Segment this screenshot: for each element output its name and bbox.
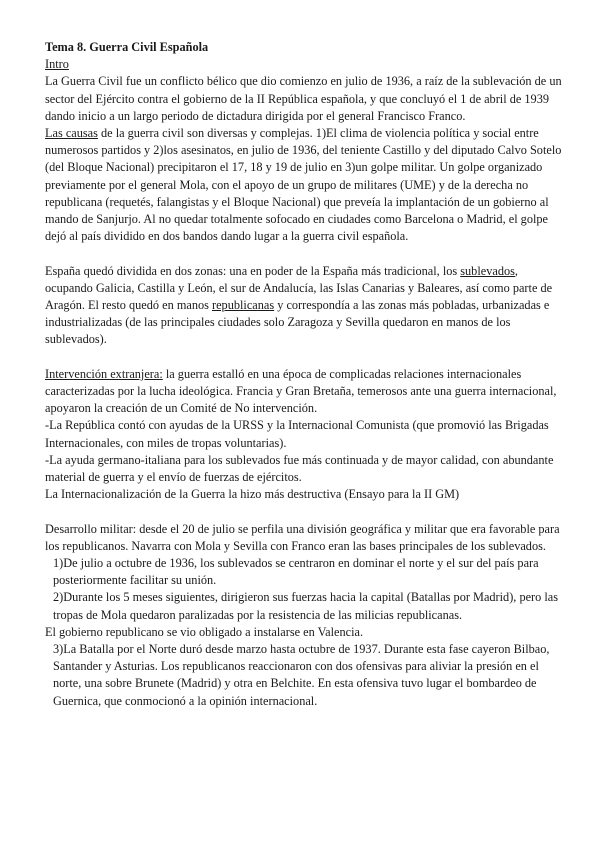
- document-page: [45, 39, 565, 710]
- zonas-text-3: y correspondía a las zonas más pobladas, urbanizadas e industrializadas (de las principales ciudades solo Zaragoza y Sevilla quedaron en manos de los sublevados).: [45, 298, 550, 347]
- zonas-sublevados: sublevados: [460, 263, 515, 278]
- zonas-text-1: España quedó dividida en dos zonas: una en poder de la España más tradicional, los: [45, 263, 461, 278]
- zonas-text-2: , ocupando Galicia, Castilla y León, el sur de Andalucía, las Islas Canarias y Baleares, así como parte de Aragón. El resto quedó en manos: [45, 263, 553, 313]
- intervencion-label: Intervención extranjera:: [45, 366, 163, 381]
- causas-text: de la guerra civil son diversas y complejas. 1)El clima de violencia política y social entre numerosos partidos y 2)los asesinatos, en julio de 1936, del teniente Castillo y del diputado Calvo Sotelo (del Bloque Nacional) precipitaron el 17, 18 y 19 de julio en 3)un golpe militar. Un golpe organizado previamente por el general Mola, con el apoyo de un grupo de militares (UME) y de la derecha no republicana (requetés, falangistas y el Bloque Nacional) que preveía la implantación de un gobierno al mando de Sanjurjo. Al no quedar totalmente sofocado en ciudades como Barcelona o Madrid, el golpe dejó al país dividido en dos bandos dando lugar a la guerra civil española.: [45, 126, 562, 244]
- causas-paragraph: [45, 125, 565, 245]
- spacer: [45, 245, 565, 262]
- zonas-paragraph: [45, 263, 565, 349]
- intro-heading: Intro: [45, 57, 69, 72]
- gobierno-valencia: El gobierno republicano se vio obligado a instalarse en Valencia.: [45, 624, 364, 639]
- intro-paragraph: La Guerra Civil fue un conflicto bélico que dio comienzo en julio de 1936, a raíz de la sublevación de un sector del Ejército contra el gobierno de la II República española, y que concluyó el 1 de abril de 1939 dando inicio a un largo periodo de dictadura dirigida por el general Francisco Franco.: [45, 74, 562, 123]
- fase-2: 2)Durante los 5 meses siguientes, dirigieron sus fuerzas hacia la capital (Batallas por Madrid), pero las tropas de Mola quedaron paralizadas por la resistencia de las milicias republicanas.: [53, 590, 559, 622]
- causas-label: Las causas: [45, 126, 98, 141]
- intervencion-republica: -La República contó con ayudas de la URSS y la Internacional Comunista (que promovió las Brigadas Internacionales, con miles de tropas voluntarias).: [45, 418, 549, 450]
- fase-1: 1)De julio a octubre de 1936, los sublevados se centraron en dominar el norte y el sur del país para posteriormente facilitar su unión.: [53, 556, 539, 588]
- spacer: [45, 503, 565, 520]
- intervencion-ayuda: -La ayuda germano-italiana para los sublevados fue más continuada y de mayor calidad, con abundante material de guerra y el envío de fuerzas de ejércitos.: [45, 452, 554, 485]
- intervencion-conclusion: La Internacionalización de la Guerra la hizo más destructiva (Ensayo para la II GM): [45, 487, 460, 502]
- desarrollo-paragraph: Desarrollo militar: desde el 20 de julio se perfila una división geográfica y militar que era favorable para los republicanos. Navarra con Mola y Sevilla con Franco eran las bases principales de los sublevados.: [45, 521, 560, 553]
- fase-3: 3)La Batalla por el Norte duró desde marzo hasta octubre de 1937. Durante esta fase cayeron Bilbao, Santander y Asturias. Los republicanos reaccionaron con dos ofensivas para aliviar la presión en el norte, una sobre Brunete (Madrid) y otra en Belchite. En esta ofensiva tuvo lugar el bombardeo de Guernica, que conmocionó a la opinión internacional.: [53, 642, 550, 708]
- zonas-republicanas: republicanas: [212, 298, 275, 313]
- document-title: Tema 8. Guerra Civil Española: [45, 40, 209, 54]
- spacer: [45, 349, 565, 366]
- intervencion-text: la guerra estalló en una época de complicadas relaciones internacionales caracterizadas por la lucha ideológica. Francia y Gran Bretaña, temerosos ante una guerra internacional, apoyaron la creación de un Comité de No intervención.: [45, 366, 557, 416]
- intervencion-paragraph: [45, 366, 565, 418]
